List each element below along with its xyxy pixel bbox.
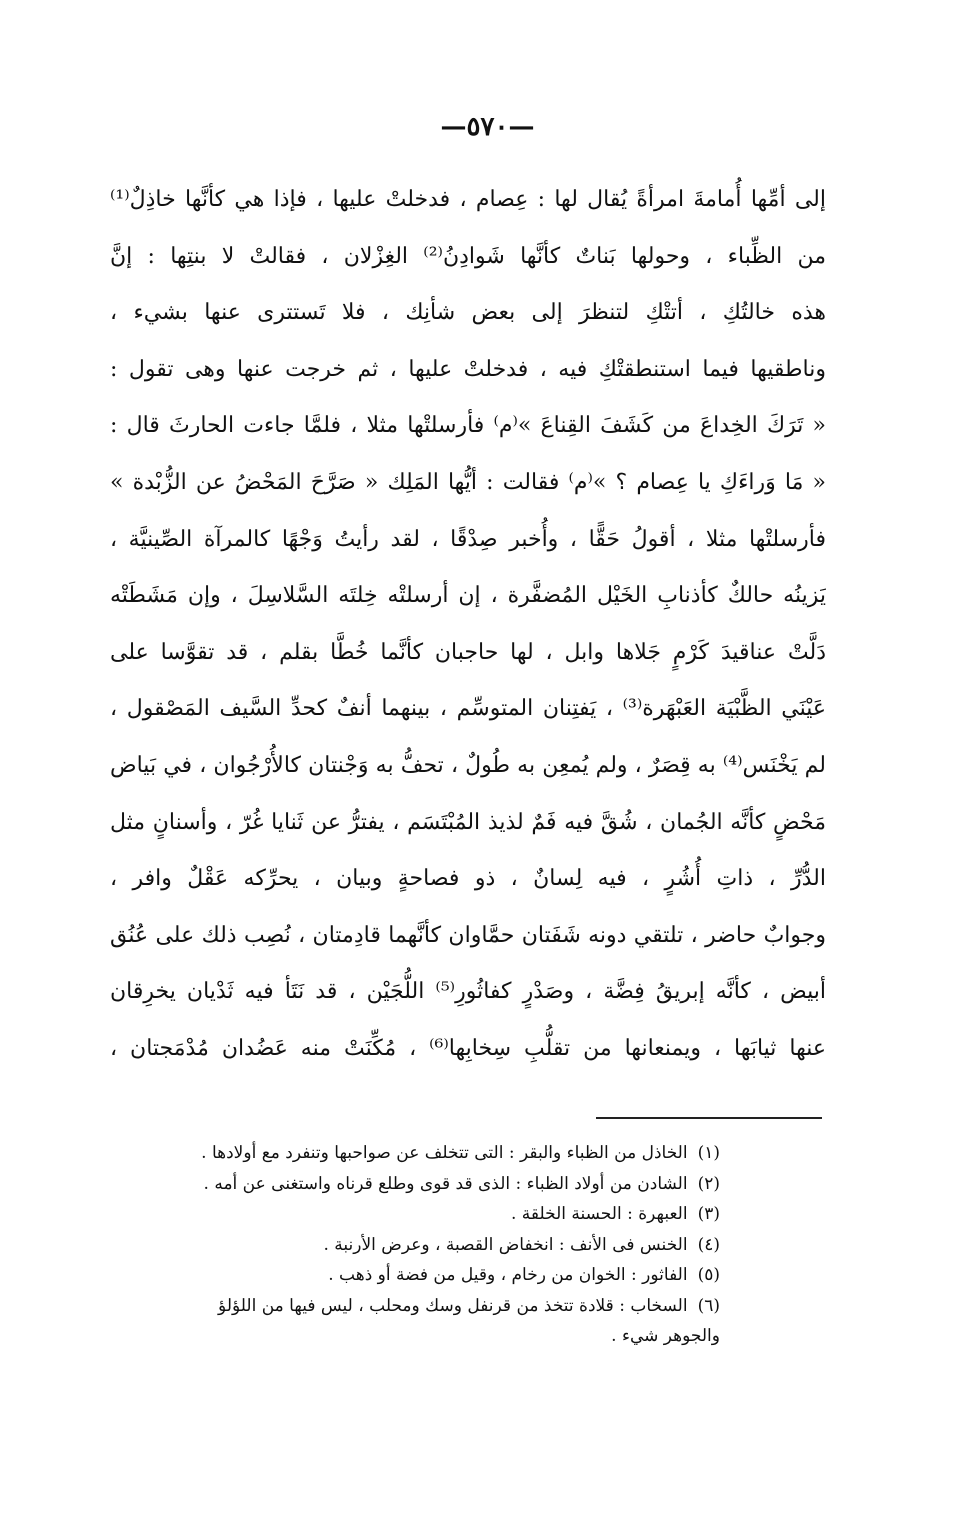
footnote-text: الشادن من أولاد الظباء : الذى قد قوى وطلع قرناه واستغنى عن أمه . bbox=[203, 1173, 688, 1194]
text-line: دَلَّتْ عناقيدَ كَرْمٍ جَلاها وابل ، لها حاجبان كأنَّما خُطَّا بقلم ، قد تقوَّسا على bbox=[110, 639, 826, 665]
footnote bbox=[108, 1138, 720, 1169]
footnote-number: (٥) bbox=[697, 1265, 720, 1285]
footnote-number: (٣) bbox=[697, 1204, 720, 1224]
text-line: مَحْضٍ كأنَّه الجُمان ، شُقَّ فيه فَمٌ لذيذ المُبْتَسَم ، يفترُّ عن ثَنايا غُرّ ، وأسنانٍ مثل bbox=[110, 809, 826, 835]
footnotes bbox=[108, 1138, 720, 1352]
text-line: وجوابٌ حاضر ، تلتقي دونه شَفَتان حمَّاوان كأنَّهما قادِمتان ، نُصِب ذلك على عُنُق bbox=[110, 922, 826, 948]
text-line: من الظِّباء ، وحولها بَناتٌ كأنَّها شَوادِنُ⁽²⁾ الغِزْلان ، فقالتْ لا بنتِها : إنَّ bbox=[110, 243, 826, 269]
footnote bbox=[108, 1260, 720, 1291]
footnote bbox=[108, 1199, 720, 1230]
page-number: —٥٧٠— bbox=[440, 112, 535, 142]
footnote-divider bbox=[596, 1117, 822, 1119]
footnote-text: الخاذل من الظباء والبقر : التى تتخلف عن صواحبها وتنفرد مع أولادها . bbox=[201, 1143, 688, 1163]
footnote bbox=[108, 1230, 720, 1261]
text-line: « تَرَكَ الخِداعَ من كَشَفَ القِناعَ »⁽م⁾ فأرسلتْها مثلا ، فلمَّا جاءت الحارثَ قال : bbox=[110, 413, 826, 439]
text-line: يَزينُه حالكٌ كأذنابِ الخَيْل المُضفَّرة ، إن أرسلتْه خِلتَه السَّلاسِلَ ، وإن مَشَطَتْه bbox=[110, 583, 826, 609]
text-line: « مَا وَراءَكِ يا عِصام ؟ »⁽م⁾ فقالت : أيُّها المَلِك « صَرَّحَ المَحْضُ عن الزُّبْدة » bbox=[110, 469, 826, 495]
footnote-text: العبهرة : الحسنة الخلقة . bbox=[510, 1204, 688, 1224]
footnote bbox=[108, 1169, 720, 1200]
text-line: لم يَخْنَس⁽⁴⁾ به قِصَرٌ ، ولم يُمعِن به طُولٌ ، تحفُّ به وَجْنتان كالأُرْجُوان ، في بَياض bbox=[110, 752, 826, 778]
text-line: عَيْنَي الظَّبْيَة العَبْهَرة⁽³⁾ ، يَفتِنان المتوسِّم ، بينهما أنفٌ كحدِّ السَّيف المَصْقول ، bbox=[110, 696, 826, 722]
text-line: عنها ثيابَها ، ويمنعانها من تقلُّبِ سِخابِها⁽⁶⁾ ، مُكِّنَتْ منه عَضُدان مُدْمَجتان ، bbox=[110, 1035, 826, 1061]
footnote-text: السخاب : قلادة تتخذ من قرنفل وسك ومحلب ، ليس فيها من اللؤلؤ bbox=[218, 1295, 688, 1316]
footnote-number: (٦) bbox=[697, 1295, 720, 1316]
main-text bbox=[110, 172, 826, 1078]
text-line: هذه خالتُكِ ، أتتْكِ لتنظرَ إلى بعض شأنِك ، فلا تَستترى عنها بشيء ، bbox=[110, 300, 826, 326]
text-line: الدُّرِّ ، ذاتِ أُشُرٍ ، فيه لِسانٌ ، ذو فصاحةٍ وبيان ، يحرِّكه عَقْلٌ وافر ، bbox=[110, 866, 826, 892]
footnote bbox=[108, 1291, 720, 1322]
text-line: وناطقيها فيما استنطقتْكِ فيه ، فدخلتْ عليها ، ثم خرجت عنها وهى تقول : bbox=[110, 356, 826, 382]
footnote-number: (٤) bbox=[697, 1234, 720, 1255]
footnote-number: (٢) bbox=[697, 1173, 720, 1194]
footnote-text: الفاثور : الخوان من رخام ، وقيل من فضة أو ذهب . bbox=[328, 1265, 688, 1285]
text-line: إلى أمِّها أُمامةَ امرأةً يُقال لها : عِصام ، فدخلتْ عليها ، فإذا هي كأنَّها خاذِلٌ⁽¹⁾ bbox=[110, 187, 826, 212]
text-line: أبيض ، كأنَّه إبريقُ فِضَّة ، وصَدْرٍ كفاثُورِ⁽⁵⁾ اللُّجَيْن ، قد نَتَأ فيه ثَدْيان يخرِقان bbox=[110, 979, 826, 1005]
text-line: فأرسلتْها مثلا ، أقولُ حَقًّا ، وأُخبر صِدْقًا ، لقد رأيتُ وَجْهًا كالمرآة الصِّينيَّة ، bbox=[110, 526, 826, 552]
footnote-text: الخنس فى الأنف : انخفاض القصبة ، وعرض الأرنبة . bbox=[323, 1234, 688, 1255]
footnote-continuation: والجوهر شيء . bbox=[611, 1326, 720, 1346]
footnote-number: (١) bbox=[697, 1143, 720, 1163]
